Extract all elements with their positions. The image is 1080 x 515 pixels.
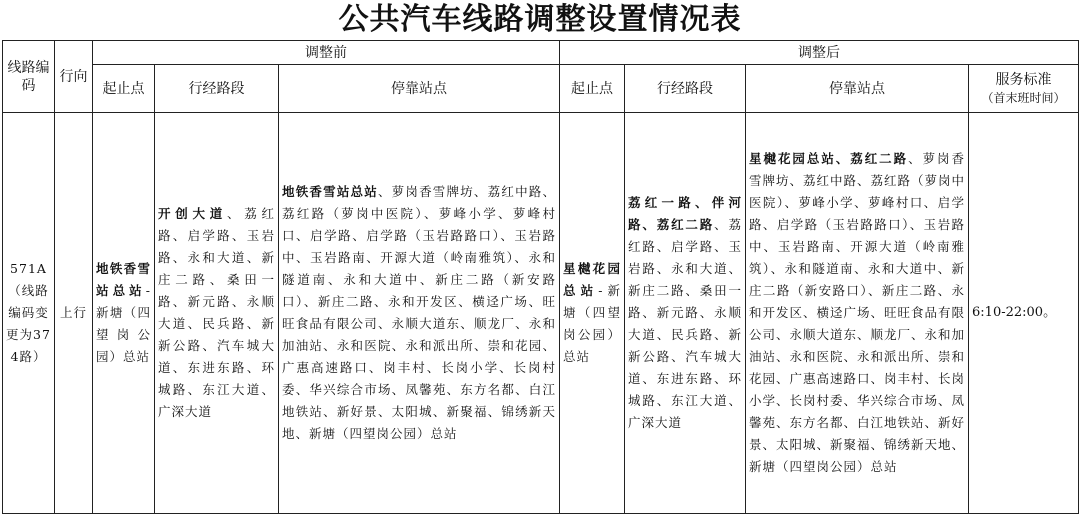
header-service	[969, 65, 1079, 113]
before-endpoints-bold: 地铁香雪站总站	[96, 261, 151, 298]
line-code: 571A	[10, 261, 47, 276]
page-title: 公共汽车线路调整设置情况表	[338, 2, 742, 37]
table-row	[3, 113, 1079, 514]
before-endpoints-rest: -新塘（四望岗公园）总站	[96, 283, 151, 364]
header-service-note: （首末班时间）	[981, 90, 1066, 105]
route-adjustment-table	[2, 40, 1079, 514]
after-stops-bold: 星樾花园总站、荔红二路	[749, 151, 909, 166]
header-before-endpoints: 起止点	[93, 65, 155, 113]
cell-before-route	[155, 113, 279, 514]
header-line-code: 线路编码	[3, 41, 55, 113]
header-before: 调整前	[93, 41, 560, 65]
before-route-rest: 、荔红路、启学路、玉岩路、永和大道、新庄二路、桑田一路、新元路、永顺大道、民兵路、新新公路、汽车城大道、东进东路、环城路、东江大道、广深大道	[158, 206, 275, 419]
cell-after-route	[625, 113, 746, 514]
after-stops-rest: 、萝岗香雪牌坊、荔红中路、荔红路（萝岗中医院）、萝峰小学、萝峰村口、启学路、启学路（玉岩路路口）、玉岩路中、玉岩路南、开源大道（岭南雅筑）、永和隧道南、永和大道中、新庄二路（新安路口）、新庄二路、永和开发区、横迳广场、旺旺食品有限公司、永顺大道东、顺龙厂、永和加油站、永和医院、永和派出所、崇和花园、广惠高速路口、岗丰村、长岗小学、长岗村委、华兴综合市场、凤馨苑、东方名都、白江地铁站、新好景、太阳城、新聚福、锦绣新天地、新塘（四望岗公园）总站	[749, 151, 966, 474]
cell-before-endpoints	[93, 113, 155, 514]
cell-direction: 上行	[55, 113, 93, 514]
cell-service: 6:10-22:00。	[969, 113, 1079, 514]
after-route-rest: 、荔红路、启学路、玉岩路、永和大道、新庄二路、桑田一路、新元路、永顺大道、民兵路、新新公路、汽车城大道、东进东路、环城路、东江大道、广深大道	[628, 217, 743, 430]
header-after-endpoints: 起止点	[560, 65, 625, 113]
after-endpoints-bold: 星樾花园总站	[563, 261, 622, 298]
header-after-stops: 停靠站点	[746, 65, 969, 113]
before-stops-bold: 地铁香雪站总站	[282, 184, 378, 199]
header-after: 调整后	[560, 41, 1079, 65]
before-route-bold: 开创大道	[158, 206, 227, 221]
header-before-stops: 停靠站点	[279, 65, 560, 113]
header-before-route: 行经路段	[155, 65, 279, 113]
cell-before-stops	[279, 113, 560, 514]
line-code-note: （线路编码变更为374路）	[6, 283, 51, 364]
header-after-route: 行经路段	[625, 65, 746, 113]
header-direction: 行向	[55, 41, 93, 113]
before-stops-rest: 、萝岗香雪牌坊、荔红中路、荔红路（萝岗中医院）、萝峰小学、萝峰村口、启学路、启学路（玉岩路路口）、玉岩路中、玉岩路南、开源大道（岭南雅筑）、永和隧道南、永和大道中、新庄二路（新安路口）、新庄二路、永和开发区、横迳广场、旺旺食品有限公司、永顺大道东、顺龙厂、永和加油站、永和医院、永和派出所、崇和花园、广惠高速路口、岗丰村、长岗小学、长岗村委、华兴综合市场、凤馨苑、东方名都、白江地铁站、新好景、太阳城、新聚福、锦绣新天地、新塘（四望岗公园）总站	[282, 184, 557, 441]
after-route-bold: 荔红一路、伴河路、荔红二路	[628, 195, 743, 232]
after-endpoints-rest: -新塘（四望岗公园）总站	[563, 283, 622, 364]
cell-after-endpoints	[560, 113, 625, 514]
header-service-label: 服务标准	[995, 71, 1052, 88]
cell-line-code	[3, 113, 55, 514]
cell-after-stops	[746, 113, 969, 514]
